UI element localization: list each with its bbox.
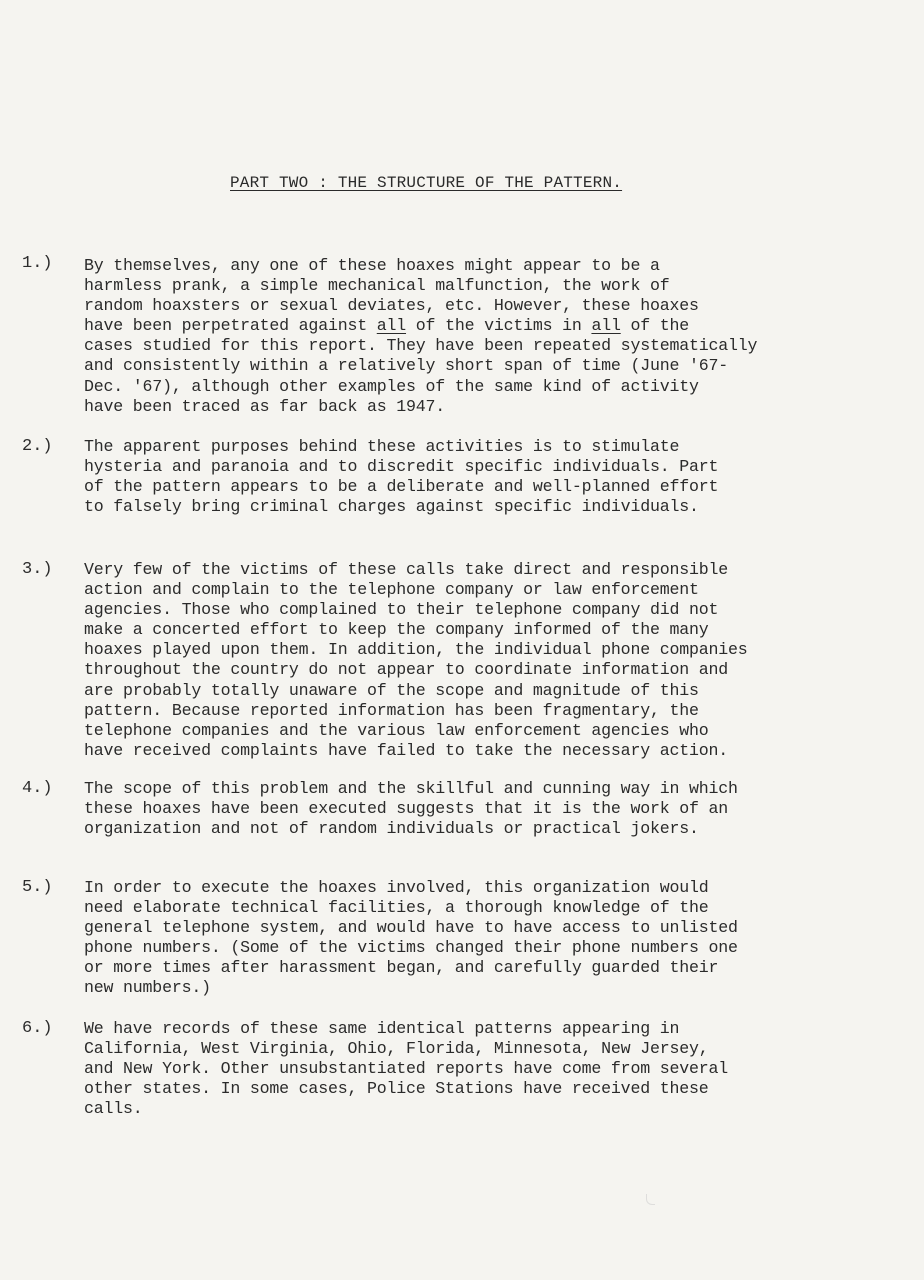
paragraph-line: phone numbers. (Some of the victims changed their phone numbers one [84, 938, 738, 958]
paragraph-line: Very few of the victims of these calls take direct and responsible [84, 560, 729, 579]
paragraph-line: In order to execute the hoaxes involved, this organization would [84, 878, 709, 897]
paragraph-line: or more times after harassment began, and carefully guarded their [84, 958, 719, 978]
paragraph-line: new numbers.) [84, 978, 211, 998]
paragraph-line: hoaxes played upon them. In addition, the individual phone companies [84, 640, 748, 660]
section-title: PART TWO : THE STRUCTURE OF THE PATTERN. [230, 174, 623, 192]
paragraph-line: are probably totally unaware of the scope and magnitude of this [84, 680, 699, 700]
paragraph-line: telephone companies and the various law enforcement agencies who [84, 720, 709, 740]
paragraph-line: have been traced as far back as 1947. [84, 396, 446, 416]
paragraph-line: agencies. Those who complained to their telephone company did not [84, 600, 719, 620]
item-paragraph [84, 437, 919, 517]
item-paragraph [84, 560, 919, 761]
item-paragraph [84, 779, 919, 839]
paragraph-line: random hoaxsters or sexual deviates, etc. However, these hoaxes [84, 296, 699, 316]
item-paragraph [84, 256, 919, 417]
paragraph-line: The apparent purposes behind these activities is to stimulate [84, 437, 680, 456]
paragraph-line: cases studied for this report. They have been repeated systematically [84, 336, 758, 356]
paragraph-line: and consistently within a relatively short span of time (June '67- [84, 356, 729, 376]
item-paragraph [84, 1019, 919, 1119]
paragraph-line: We have records of these same identical patterns appearing in [84, 1019, 680, 1038]
paragraph-line: calls. [84, 1099, 143, 1119]
item-paragraph [84, 878, 919, 999]
paragraph-line: hysteria and paranoia and to discredit specific individuals. Part [84, 457, 719, 477]
paragraph-line: California, West Virginia, Ohio, Florida, Minnesota, New Jersey, [84, 1039, 709, 1059]
item-number: 2.) [22, 437, 53, 456]
paragraph-line: pattern. Because reported information has been fragmentary, the [84, 700, 699, 720]
item-number: 4.) [22, 779, 53, 798]
paragraph-line: have been perpetrated against all of the victims in all of the [84, 316, 690, 336]
paragraph-line: need elaborate technical facilities, a thorough knowledge of the [84, 898, 709, 918]
item-number: 5.) [22, 878, 53, 897]
paragraph-line: to falsely bring criminal charges against specific individuals. [84, 497, 699, 517]
paragraph-line: The scope of this problem and the skillful and cunning way in which [84, 779, 738, 798]
item-number: 3.) [22, 560, 53, 579]
paragraph-line: harmless prank, a simple mechanical malfunction, the work of [84, 276, 670, 296]
paragraph-line: and New York. Other unsubstantiated reports have come from several [84, 1059, 729, 1079]
paragraph-line: action and complain to the telephone company or law enforcement [84, 580, 699, 600]
paragraph-line: organization and not of random individuals or practical jokers. [84, 819, 699, 839]
paragraph-line: make a concerted effort to keep the company informed of the many [84, 620, 709, 640]
paper-mark [646, 1194, 655, 1205]
item-number: 6.) [22, 1019, 53, 1038]
paragraph-line: general telephone system, and would have to have access to unlisted [84, 918, 738, 938]
paragraph-line: Dec. '67), although other examples of the same kind of activity [84, 376, 699, 396]
paragraph-line: of the pattern appears to be a deliberate and well-planned effort [84, 477, 719, 497]
paragraph-line: these hoaxes have been executed suggests that it is the work of an [84, 799, 729, 819]
paragraph-line: have received complaints have failed to take the necessary action. [84, 740, 729, 760]
paragraph-line: throughout the country do not appear to coordinate information and [84, 660, 729, 680]
paragraph-line: By themselves, any one of these hoaxes might appear to be a [84, 256, 660, 275]
paragraph-line: other states. In some cases, Police Stations have received these [84, 1079, 709, 1099]
item-number: 1.) [22, 254, 53, 273]
